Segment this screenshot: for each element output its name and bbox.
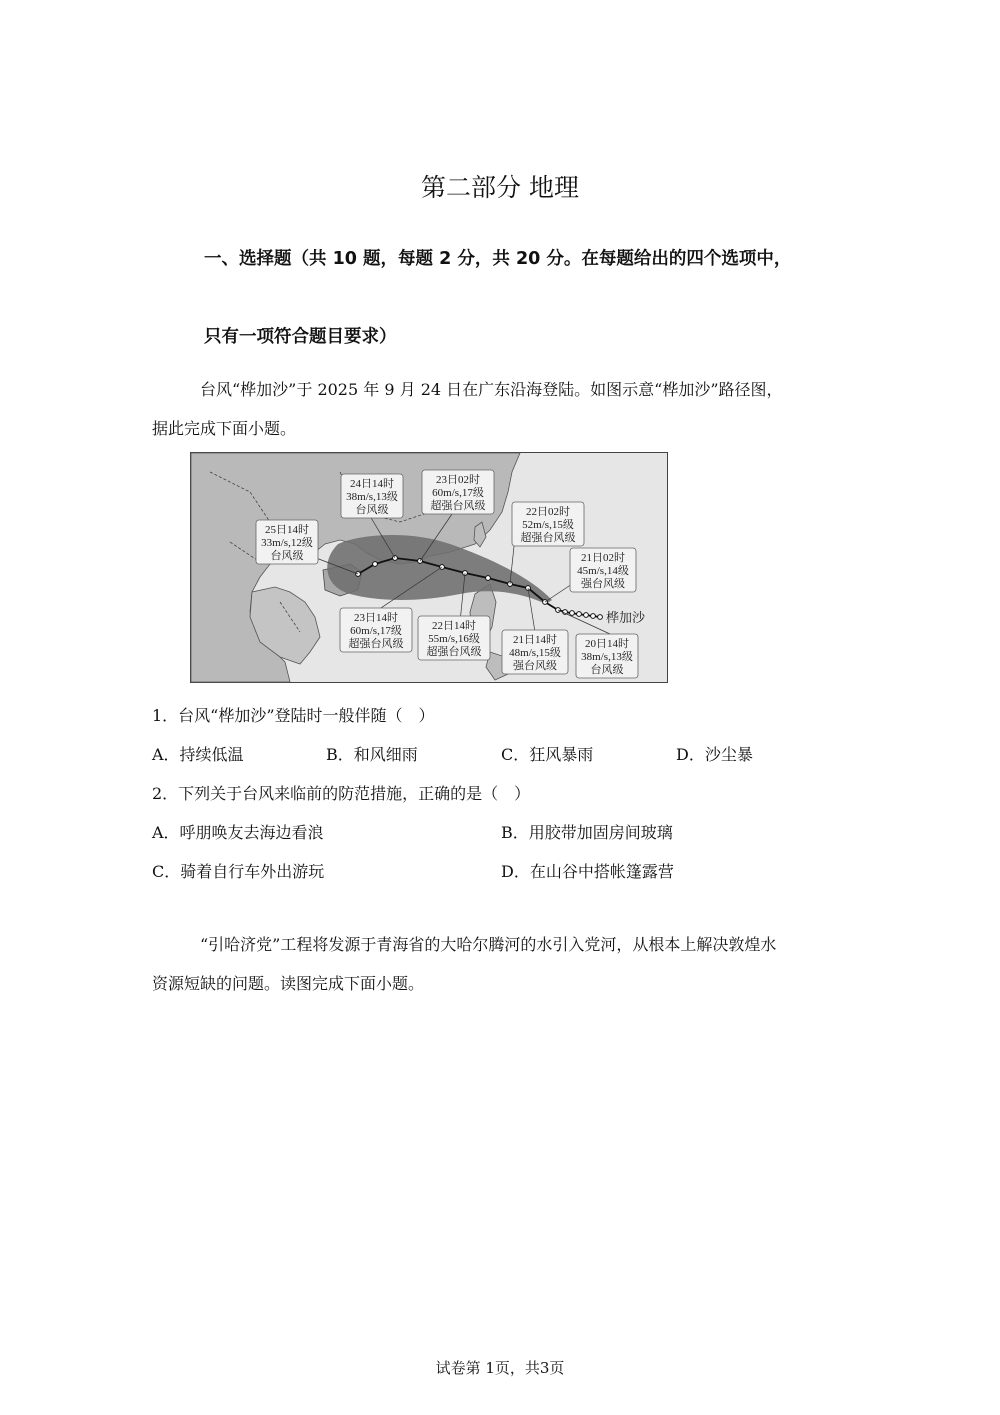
callout-22d02h-wind: 52m/s,15级 <box>522 519 574 531</box>
intro2-line1: “引哈济党”工程将发源于青海省的大哈尔腾河的水引入党河，从根本上解决敦煌水 <box>200 935 777 954</box>
q1-option-d[interactable]: D．沙尘暴 <box>676 745 753 764</box>
question-2-stem: 2．下列关于台风来临前的防范措施，正确的是（ ） <box>152 784 531 803</box>
callout-25d14h-wind: 33m/s,12级 <box>261 537 313 549</box>
callout-23d02h-grade: 超强台风级 <box>430 500 486 512</box>
q1-option-b[interactable]: B．和风细雨 <box>326 745 418 764</box>
intro1-line2: 据此完成下面小题。 <box>152 419 297 438</box>
callout-20d14h-wind: 38m/s,13级 <box>581 651 633 663</box>
typhoon-name-label: 桦加沙 <box>606 610 646 625</box>
callout-25d14h-grade: 台风级 <box>270 550 304 562</box>
callout-20d14h-grade: 台风级 <box>590 664 624 676</box>
page-footer: 试卷第 1页，共3页 <box>435 1359 565 1377</box>
callout-21d14h-grade: 强台风级 <box>513 660 557 672</box>
question-1-stem: 1．台风“桦加沙”登陆时一般伴随（ ） <box>152 706 435 725</box>
callout-21d02h-time: 21日02时 <box>581 552 625 564</box>
q2-option-a[interactable]: A．呼朋唤友去海边看浪 <box>152 823 324 842</box>
callout-21d14h-time: 21日14时 <box>513 634 557 646</box>
callout-23d14h-grade: 超强台风级 <box>348 638 404 650</box>
callout-22d02h-time: 22日02时 <box>526 506 570 518</box>
typhoon-track-map <box>190 452 668 683</box>
q1-option-a[interactable]: A．持续低温 <box>152 745 244 764</box>
callout-20d14h-time: 20日14时 <box>585 638 629 650</box>
callout-25d14h-time: 25日14时 <box>265 524 309 536</box>
intro-paragraph-2 <box>152 925 852 1003</box>
callout-21d02h-grade: 强台风级 <box>581 578 625 590</box>
callout-24d14h-time: 24日14时 <box>350 478 394 490</box>
callout-23d02h-wind: 60m/s,17级 <box>432 487 484 499</box>
callout-21d02h-wind: 45m/s,14级 <box>577 565 629 577</box>
callout-23d14h-time: 23日14时 <box>354 612 398 624</box>
intro1-line1: 台风“桦加沙”于 2025 年 9 月 24 日在广东沿海登陆。如图示意“桦加沙”路径图， <box>200 380 783 399</box>
q2-option-d[interactable]: D．在山谷中搭帐篷露营 <box>501 862 674 881</box>
page-title: 第二部分 地理 <box>421 173 579 202</box>
callout-23d02h-time: 23日02时 <box>436 474 480 486</box>
section-heading-line1: 一、选择题（共 10 题，每题 2 分，共 20 分。在每题给出的四个选项中， <box>204 249 792 269</box>
callout-22d02h-grade: 超强台风级 <box>520 532 576 544</box>
callout-22d14h-wind: 55m/s,16级 <box>428 633 480 645</box>
callout-21d14h-wind: 48m/s,15级 <box>509 647 561 659</box>
callout-22d14h-grade: 超强台风级 <box>426 646 482 658</box>
callout-22d14h-time: 22日14时 <box>432 620 476 632</box>
callout-24d14h-grade: 台风级 <box>355 504 389 516</box>
callout-23d14h-wind: 60m/s,17级 <box>350 625 402 637</box>
intro-paragraph-1 <box>152 370 852 448</box>
q2-option-b[interactable]: B．用胶带加固房间玻璃 <box>501 823 673 842</box>
intro2-line2: 资源短缺的问题。读图完成下面小题。 <box>152 974 425 993</box>
q1-option-c[interactable]: C．狂风暴雨 <box>501 745 594 764</box>
callout-24d14h-wind: 38m/s,13级 <box>346 491 398 503</box>
q2-option-c[interactable]: C．骑着自行车外出游玩 <box>152 862 325 881</box>
section-heading-line2: 只有一项符合题目要求） <box>204 327 397 347</box>
